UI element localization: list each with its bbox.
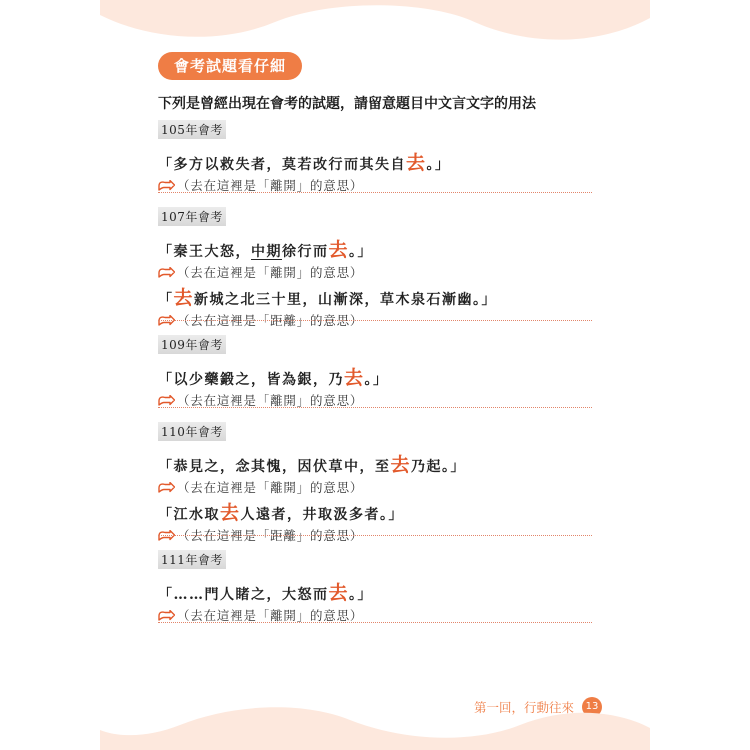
top-wave-decoration [100, 0, 650, 50]
highlight-char: 去 [173, 287, 195, 309]
quote-text: 「以少藥鍛之，皆為銀，乃去。」 [158, 367, 389, 389]
quote-text: 「恭見之，念其愧，因伏草中，至去乃起。」 [158, 454, 467, 476]
exam-section-111 [158, 549, 592, 631]
hand-arrow-icon [158, 267, 175, 278]
explanation-line: （去在這裡是「距離」的意思） [158, 311, 592, 330]
exam-year-label: 109年會考 [158, 335, 226, 354]
exam-section-110 [158, 421, 592, 551]
underlined-name: 中期 [251, 244, 282, 260]
quote-text: 「去新城之北三十里，山漸深，草木泉石漸幽。」 [158, 287, 498, 309]
explanation-line: （去在這裡是「離開」的意思） [158, 263, 592, 282]
explanation-line: （去在這裡是「距離」的意思） [158, 526, 592, 545]
highlight-char: 去 [390, 454, 412, 476]
exam-section-109 [158, 334, 592, 416]
quote-text: 「……門人睹之，大怒而去。」 [158, 582, 374, 604]
page-number: 13 [582, 697, 602, 717]
section-divider [158, 192, 592, 193]
bottom-wave-decoration [100, 700, 650, 750]
exam-section-105 [158, 119, 592, 201]
quote-text: 「秦王大怒，中期徐行而去。」 [158, 239, 374, 261]
explanation-line: （去在這裡是「離開」的意思） [158, 176, 592, 195]
section-divider [158, 622, 592, 623]
book-page [100, 0, 650, 750]
quote-text: 「江水取去人遠者，井取汲多者。」 [158, 502, 405, 524]
highlight-char: 去 [406, 152, 427, 174]
highlight-char: 去 [220, 502, 241, 524]
section-divider [158, 407, 592, 408]
chapter-title: 第一回，行動往來 [473, 700, 574, 715]
highlight-char: 去 [344, 367, 365, 389]
exam-year-label: 107年會考 [158, 207, 226, 226]
hand-arrow-icon [158, 395, 175, 406]
section-divider [158, 320, 592, 321]
explanation-line: （去在這裡是「離開」的意思） [158, 606, 592, 625]
explanation-line: （去在這裡是「離開」的意思） [158, 391, 592, 410]
intro-text: 下列是曾經出現在會考的試題，請留意題目中文言文字的用法 [158, 96, 536, 112]
hand-arrow-icon [158, 610, 175, 621]
hand-arrow-icon [158, 482, 175, 493]
section-divider [158, 535, 592, 536]
exam-year-label: 111年會考 [158, 550, 226, 569]
quote-text: 「多方以救失者，莫若改行而其失自去。」 [158, 152, 451, 174]
explanation-line: （去在這裡是「離開」的意思） [158, 478, 592, 497]
hand-arrow-icon [158, 180, 175, 191]
section-badge: 會考試題看仔細 [158, 52, 302, 80]
exam-year-label: 105年會考 [158, 120, 226, 139]
exam-year-label: 110年會考 [158, 422, 226, 441]
exam-section-107 [158, 206, 592, 336]
highlight-char: 去 [328, 239, 350, 261]
highlight-char: 去 [328, 582, 350, 604]
